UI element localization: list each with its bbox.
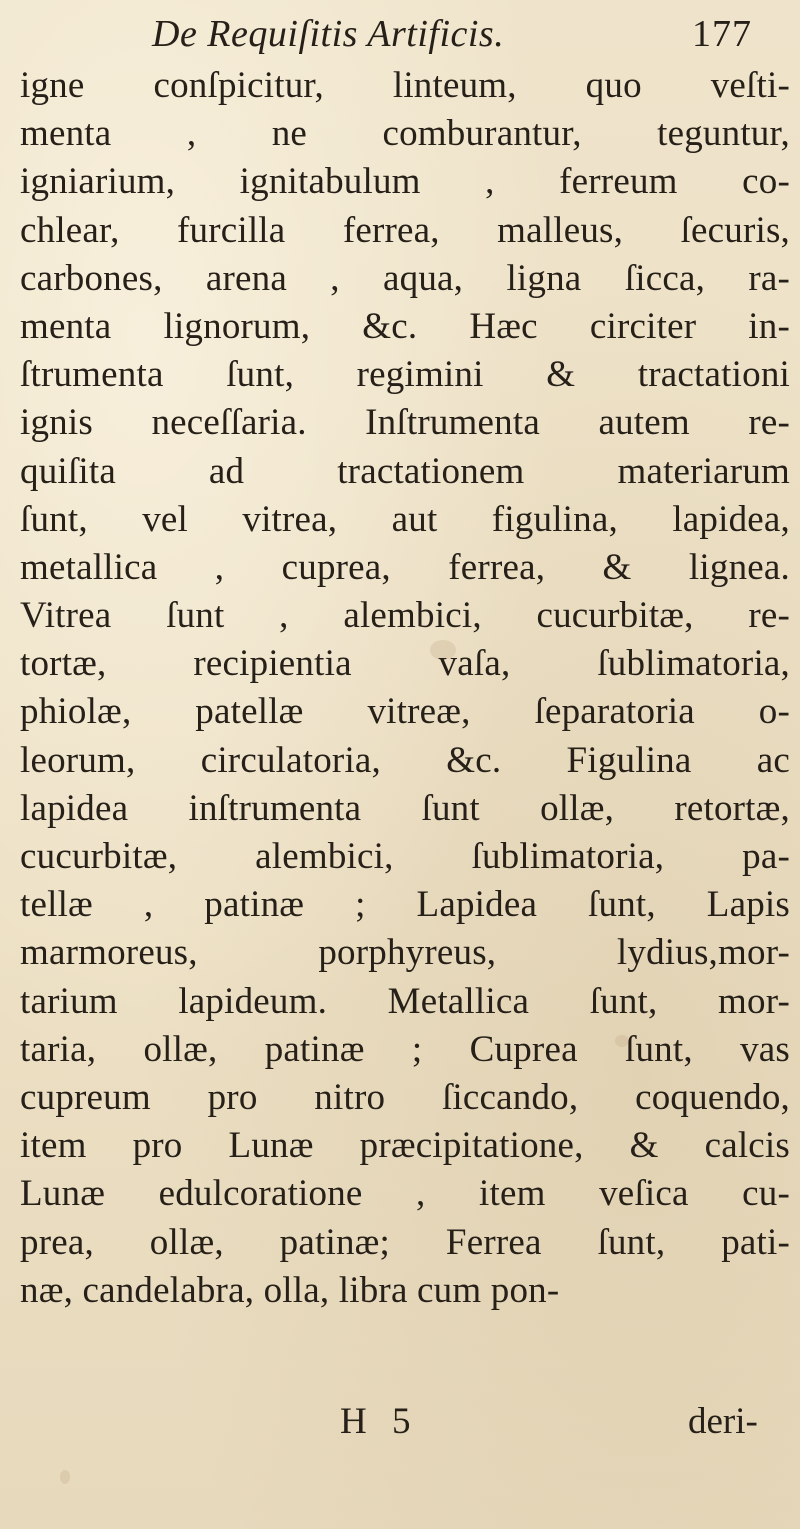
text-line: phiolæ, patellæ vitreæ, ſeparatoria o- bbox=[20, 691, 790, 733]
paper-stain bbox=[60, 1470, 70, 1484]
text-line: igne conſpicitur, linteum, quo veſti- bbox=[20, 65, 790, 106]
page-footer bbox=[0, 1400, 800, 1448]
running-title: De Requiſitis Artificis. bbox=[152, 13, 505, 55]
text-line: ſtrumenta ſunt, regimini & tractationi bbox=[20, 354, 790, 396]
text-line: leorum, circulatoria, &c. Figulina ac bbox=[20, 739, 790, 781]
text-line: menta lignorum, &c. Hæc circiter in- bbox=[20, 305, 790, 347]
text-line: ſunt, vel vitrea, aut figulina, lapidea, bbox=[20, 498, 790, 540]
text-line: cucurbitæ, alembici, ſublimatoria, pa- bbox=[20, 836, 790, 877]
text-line: igniarium, ignitabulum , ferreum co- bbox=[20, 161, 790, 203]
text-line: Vitrea ſunt , alembici, cucurbitæ, re- bbox=[20, 595, 790, 637]
text-line: item pro Lunæ præcipitatione, & calcis bbox=[20, 1125, 790, 1167]
text-line: ignis neceſſaria. Inſtrumenta autem re- bbox=[20, 402, 790, 444]
text-line: Lunæ edulcoratione , item veſica cu- bbox=[20, 1173, 790, 1215]
text-line: cupreum pro nitro ſiccando, coquendo, bbox=[20, 1076, 790, 1118]
text-line: metallica , cuprea, ferrea, & lignea. bbox=[20, 546, 790, 588]
text-line: carbones, arena , aqua, ligna ſicca, ra- bbox=[20, 257, 790, 299]
text-line: prea, ollæ, patinæ; Ferrea ſunt, pati- bbox=[20, 1221, 790, 1263]
text-line: menta , ne comburantur, teguntur, bbox=[20, 113, 790, 155]
text-line: chlear, furcilla ferrea, malleus, ſecuris, bbox=[20, 209, 790, 251]
text-line: quiſita ad tractationem materiarum bbox=[20, 450, 790, 492]
catchword: deri- bbox=[688, 1401, 758, 1442]
signature-mark: H 5 bbox=[340, 1401, 419, 1442]
text-line: næ, candelabra, olla, libra cum pon- bbox=[20, 1269, 560, 1311]
body-text bbox=[20, 62, 790, 1315]
text-line: tortæ, recipientia vaſa, ſublimatoria, bbox=[20, 643, 790, 685]
page-header bbox=[0, 10, 800, 56]
page-number: 177 bbox=[692, 13, 752, 55]
text-line: tellæ , patinæ ; Lapidea ſunt, Lapis bbox=[20, 884, 790, 926]
text-line: marmoreus, porphyreus, lydius,mor- bbox=[20, 932, 790, 974]
text-line: lapidea inſtrumenta ſunt ollæ, retortæ, bbox=[20, 787, 790, 829]
text-line: taria, ollæ, patinæ ; Cuprea ſunt, vas bbox=[20, 1028, 790, 1070]
text-line: tarium lapideum. Metallica ſunt, mor- bbox=[20, 980, 790, 1022]
